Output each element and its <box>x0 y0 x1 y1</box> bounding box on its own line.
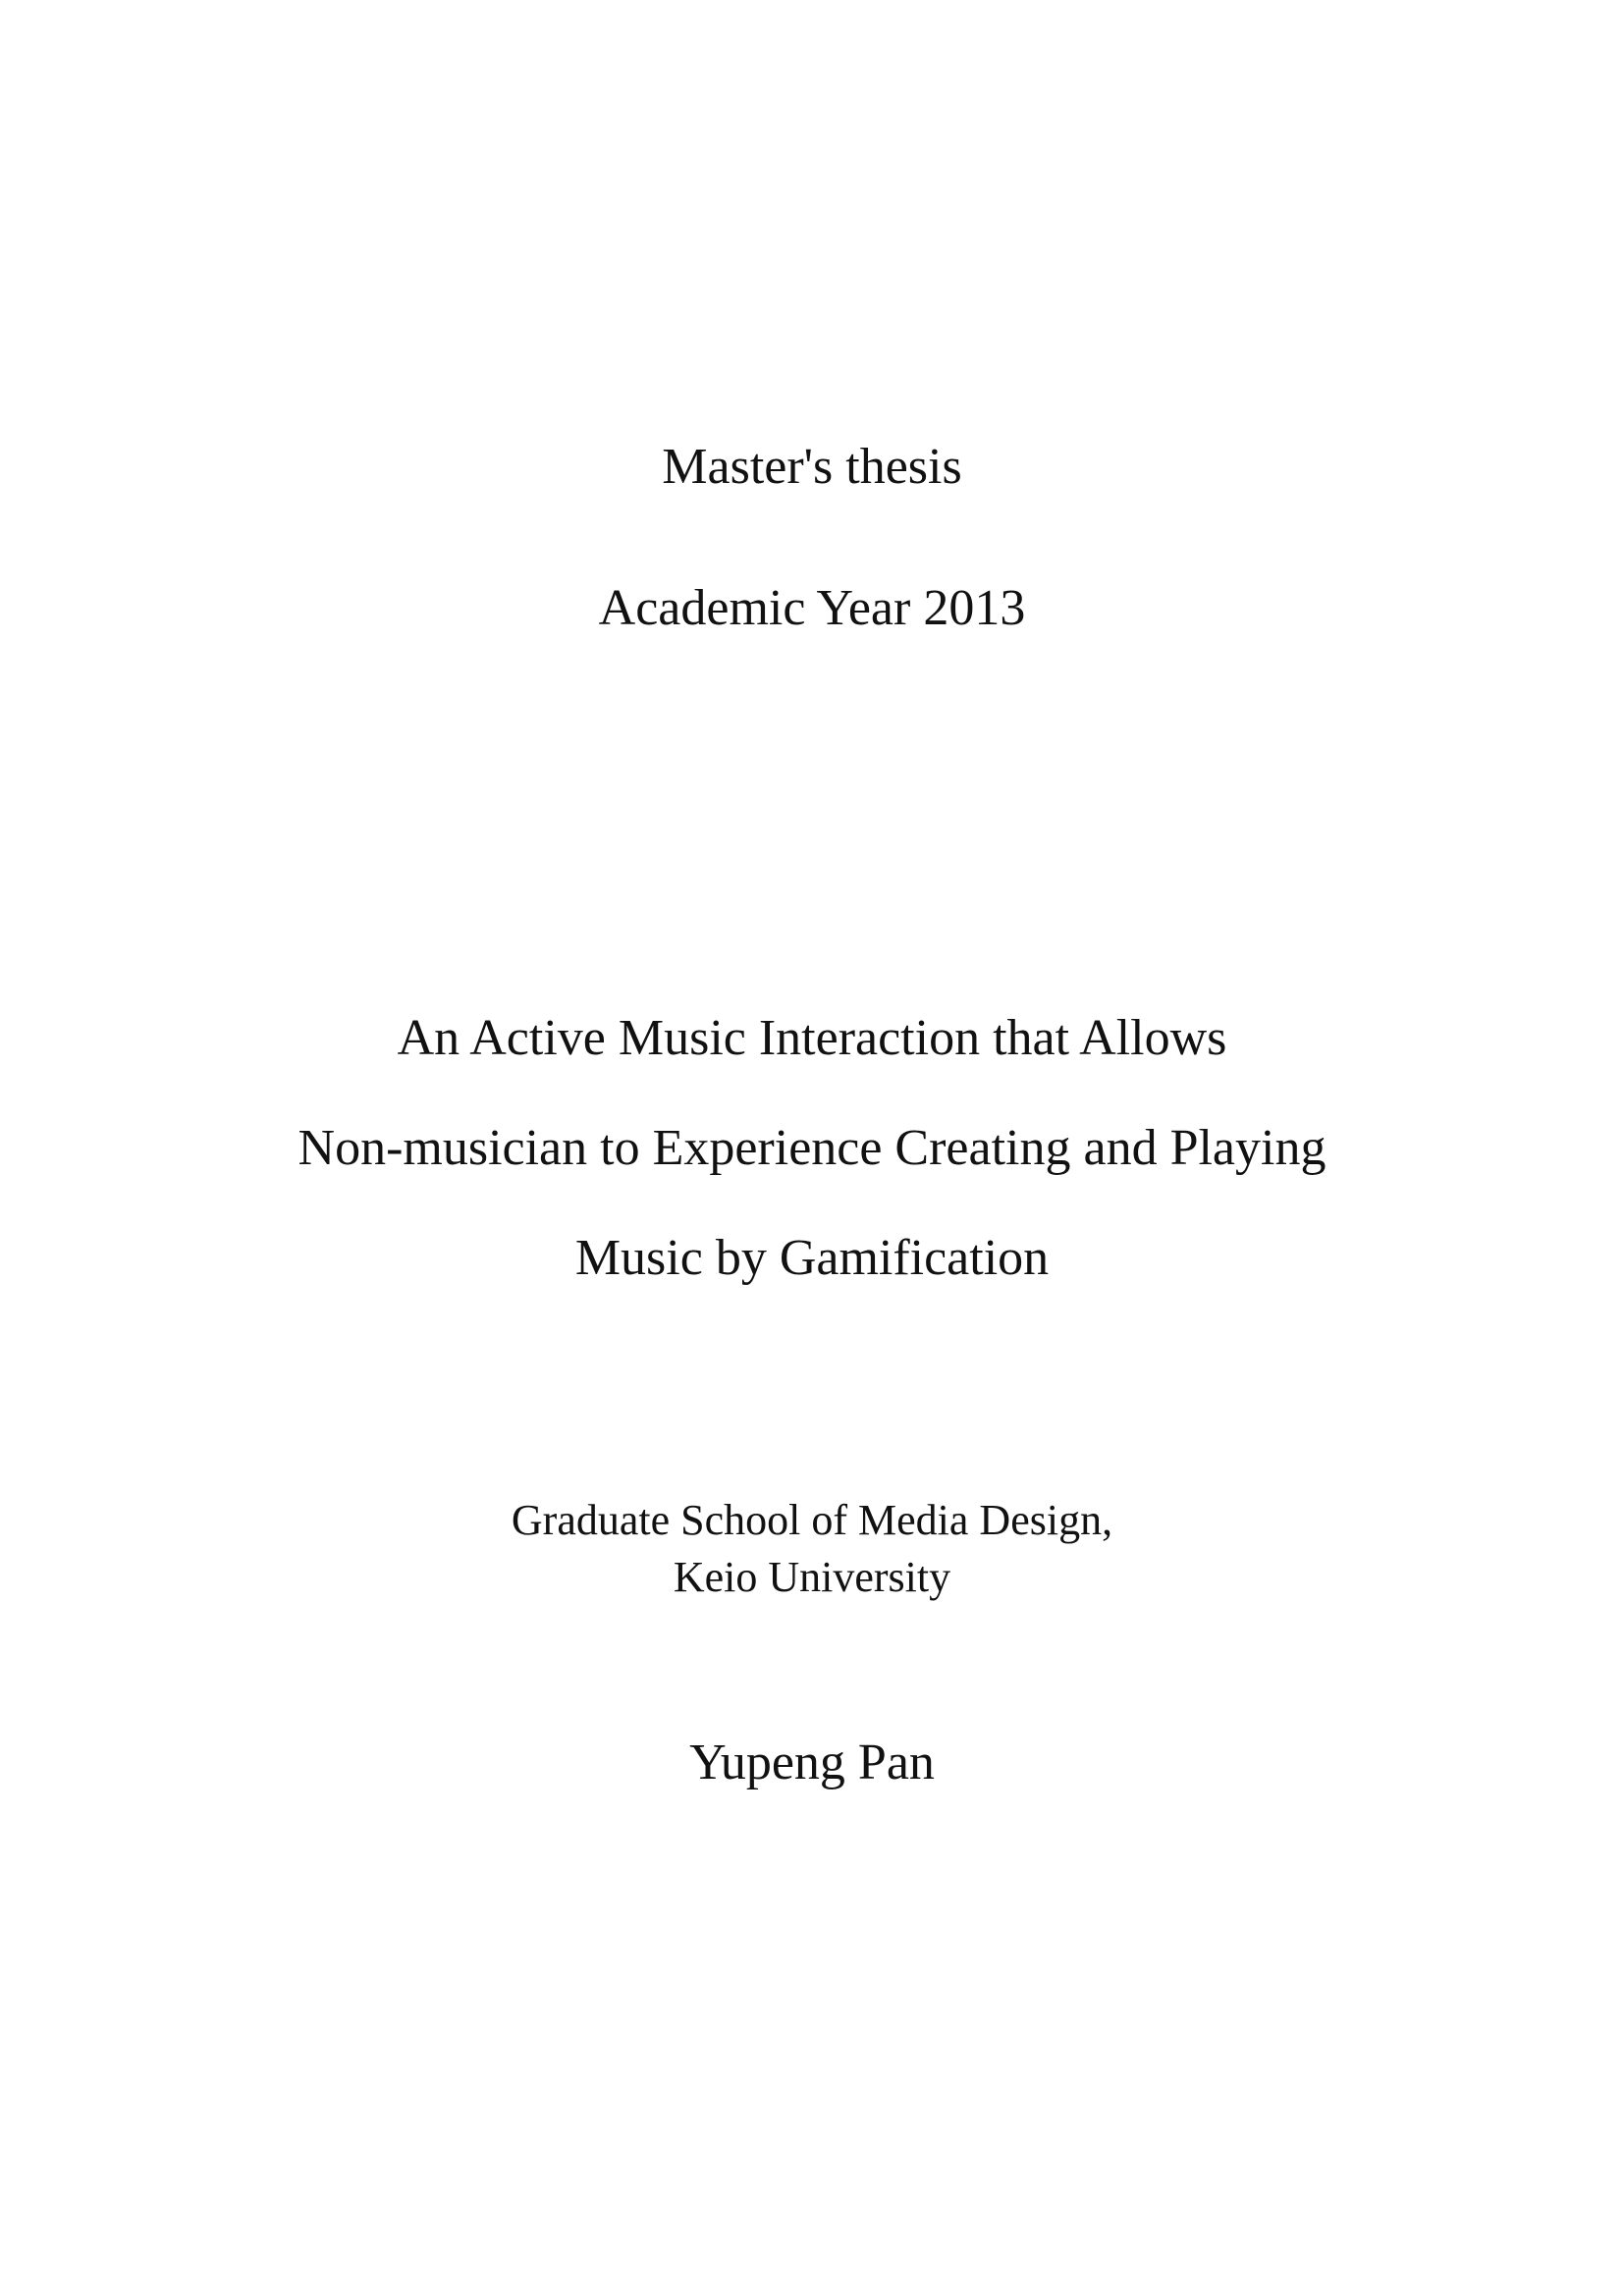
author-name: Yupeng Pan <box>689 1735 935 1790</box>
thesis-title-line-2: Non-musician to Experience Creating and Playing <box>298 1120 1326 1176</box>
institution-line-1: Graduate School of Media Design, <box>511 1496 1113 1544</box>
thesis-type: Master's thesis <box>662 439 962 495</box>
thesis-title-line-1: An Active Music Interaction that Allows <box>397 1010 1227 1066</box>
academic-year: Academic Year 2013 <box>598 580 1026 636</box>
institution-line-2: Keio University <box>673 1553 951 1601</box>
thesis-title-line-3: Music by Gamification <box>574 1230 1050 1286</box>
